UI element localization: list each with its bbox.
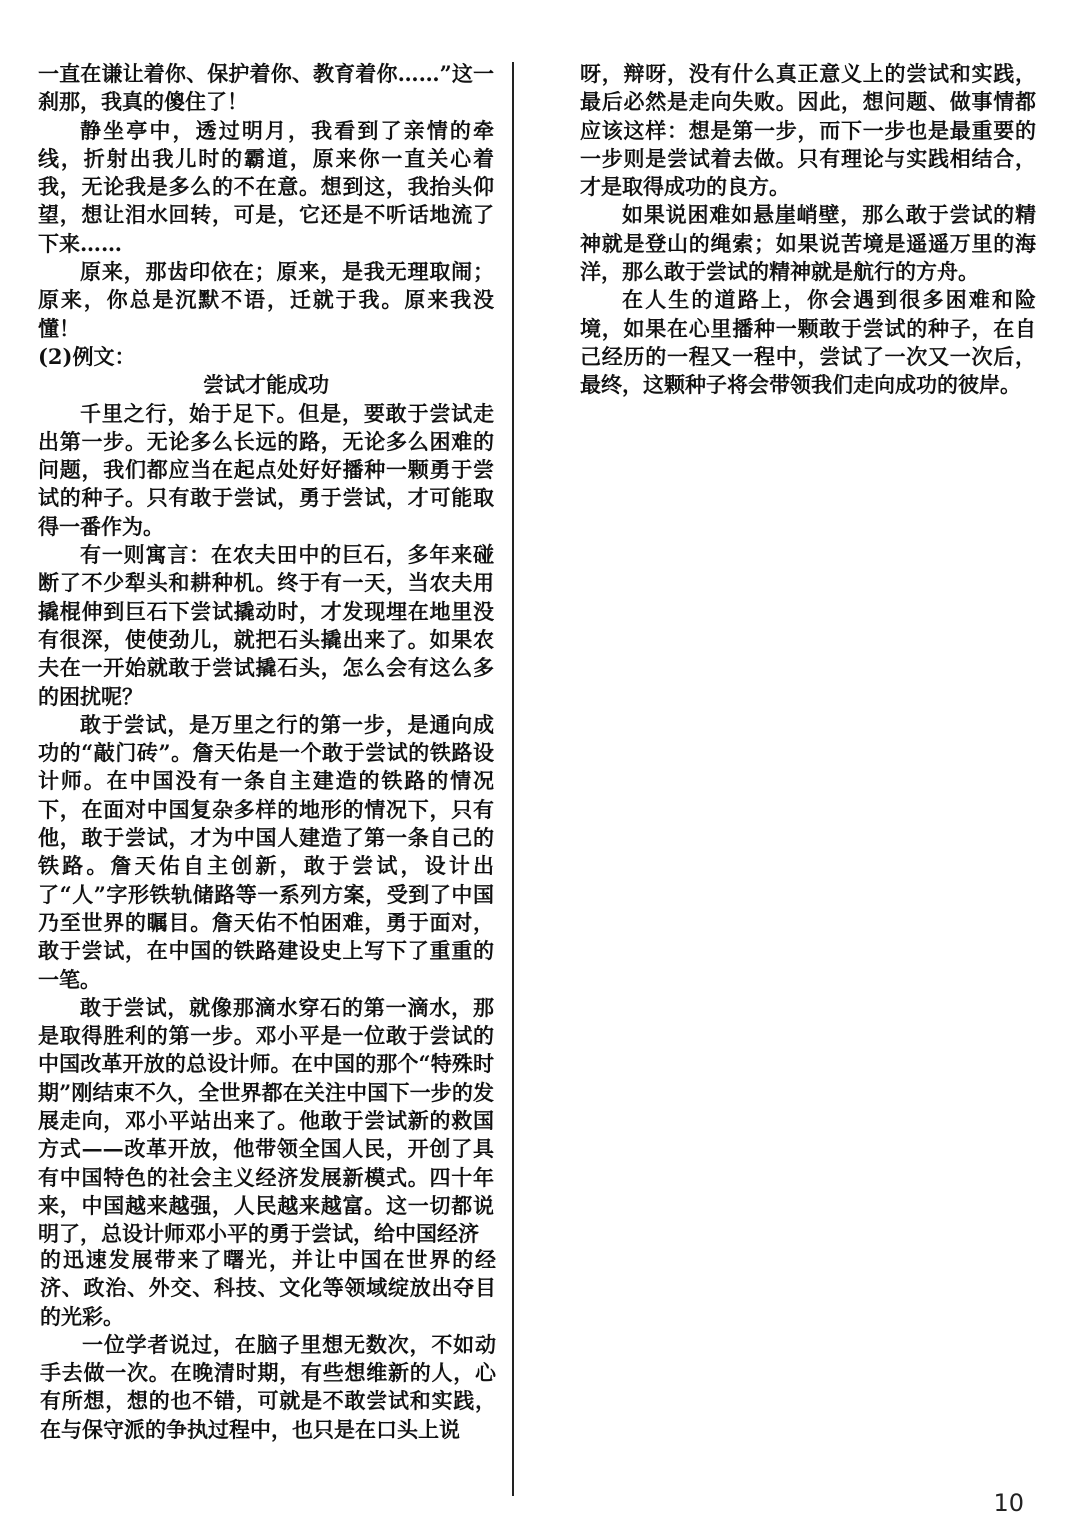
paragraph: 一直在谦让着你、保护着你、教育着你……”这一刹那，我真的傻住了！ [38, 61, 494, 115]
paragraph: 在人生的道路上，你会遇到很多困难和险境，如果在心里播种一颗敢于尝试的种子，在自己经历的一程又一程中，尝试了一次又一次后，最终，这颗种子将会带领我们走向成功的彼岸。 [580, 287, 1036, 398]
essay-title: 尝试才能成功 [203, 372, 329, 398]
paragraph: 如果说困难如悬崖峭壁，那么敢于尝试的精神就是登山的绳索；如果说苦境是遥遥万里的海洋，那么敢于尝试的精神就是航行的方舟。 [580, 202, 1036, 285]
paragraph: 呀，辩呀，没有什么真正意义上的尝试和实践，最后必然是走向失败。因此，想问题、做事情都应该这样：想是第一步，而下一步也是最重要的一步则是尝试着去做。只有理论与实践相结合，才是取得成功的良方。 [580, 61, 1036, 200]
paragraph: 静坐亭中，透过明月，我看到了亲情的牵线，折射出我儿时的霸道，原来你一直关心着我，无论我是多么的不在意。想到这，我抬头仰望，想让泪水回转，可是，它还是不听话地流了下来…… [38, 117, 494, 256]
paragraph: 原来，那齿印依在；原来，是我无理取闹；原来，你总是沉默不语，迁就于我。原来我没懂！ [38, 259, 494, 341]
left-column [38, 60, 494, 1248]
column-divider [512, 62, 514, 1496]
example-label: (2)例文： [38, 343, 136, 369]
paragraph: 有一则寓言：在农夫田中的巨石，多年来碰断了不少犁头和耕种机。终于有一天，当农夫用撬棍伸到巨石下尝试撬动时，才发现埋在地里没有很深，使使劲儿，就把石头撬出来了。如果农夫在一开始就敢于尝试撬石头，怎么会有这么多的困扰呢？ [38, 542, 494, 709]
paragraph: 敢于尝试，就像那滴水穿石的第一滴水，那是取得胜利的第一步。邓小平是一位敢于尝试的中国改革开放的总设计师。在中国的那个“特殊时期”刚结束不久，全世界都在关注中国下一步的发展走向，邓小平站出来了。他敢于尝试新的救国方式——改革开放，他带领全国人民，开创了具有中国特色的社会主义经济发展新模式。四十年来，中国越来越强，人民越来越富。这一切都说明了，总设计师邓小平的勇于尝试，给中国经济 [38, 994, 494, 1247]
paragraph: 一位学者说过，在脑子里想无数次，不如动手去做一次。在晚清时期，有些想维新的人，心有所想，想的也不错，可就是不敢尝试和实践，在与保守派的争执过程中，也只是在口头上说 [40, 1331, 496, 1442]
left-column-continuation [40, 1246, 496, 1444]
paragraph: 的迅速发展带来了曙光，并让中国在世界的经济、政治、外交、科技、文化等领域绽放出夺目的光彩。 [40, 1247, 496, 1329]
paragraph: 千里之行，始于足下。但是，要敢于尝试走出第一步。无论多么长远的路，无论多么困难的问题，我们都应当在起点处好好播种一颗勇于尝试的种子。只有敢于尝试，勇于尝试，才可能取得一番作为。 [38, 400, 494, 539]
right-column [580, 60, 1036, 400]
page-number: 10 [993, 1489, 1024, 1517]
paragraph: 敢于尝试，是万里之行的第一步，是通向成功的“敲门砖”。詹天佑是一个敢于尝试的铁路设计师。在中国没有一条自主建造的铁路的情况下，在面对中国复杂多样的地形的情况下，只有他，敢于尝试，才为中国人建造了第一条自己的铁路。詹天佑自主创新，敢于尝试，设计出了“人”字形铁轨储路等一系列方案，受到了中国乃至世界的瞩目。詹天佑不怕困难，勇于面对，敢于尝试，在中国的铁路建设史上写下了重重的一笔。 [38, 711, 494, 992]
